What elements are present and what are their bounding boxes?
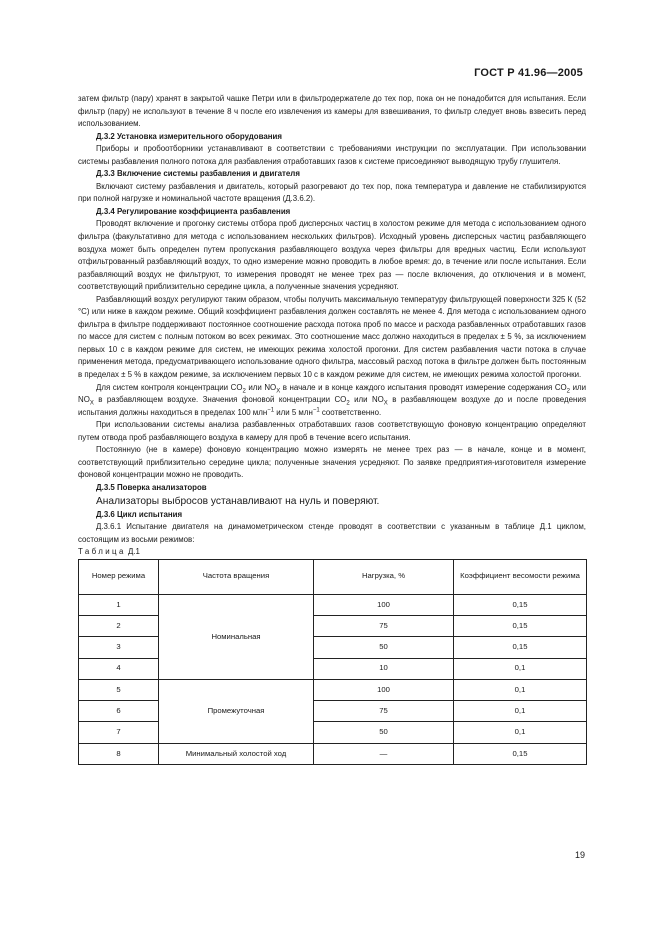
cell-weight: 0,15 [454, 594, 587, 615]
header-load: Нагрузка, % [314, 559, 454, 594]
test-cycle-table [78, 559, 587, 765]
table-header-row [79, 559, 587, 594]
section-heading-d336: Д.3.6 Цикл испытания [96, 509, 183, 519]
cell-speed-idle: Минимальный холостой ход [159, 743, 314, 764]
paragraph-d334-1: Проводят включение и прогонку системы отбора проб дисперсных частиц в холостом режиме для метода с использованием одного фильтра (факультативно для метода с использованием нескольких фильтров). Исходный уровень дисперсных частиц разбавляющего воздуха может быть определен путем пропускания разбавляющего воздуха через фильтры для вредных частиц. Если используют отфильтрованный разбавляющий воздух, то одно измерение можно проводить в любое время: до, в течение или после испытания. Если разбавляющий воздух не фильтруют, то измерения проводят не менее трех раз — после включения, до отключения и в момент, соответствующий приблизительно середине цикла, а полученные значения усредняют. [78, 219, 586, 292]
text-run: в начале и в конце каждого испытания проводят измерение содержания CO [280, 382, 567, 392]
section-heading-d335: Д.3.5 Поверка анализаторов [96, 482, 207, 492]
cell-load: 100 [314, 679, 454, 700]
header-rotation-speed: Частота вращения [159, 559, 314, 594]
paragraph-d3361: Д.3.6.1 Испытание двигателя на динамометрическом стенде проводят в соответствии с указанным в таблице Д.1 циклом, состоящим из восьми режимов: [78, 522, 586, 544]
table-row [79, 722, 587, 743]
table-row [79, 701, 587, 722]
cell-mode: 7 [79, 722, 159, 743]
section-heading-d333: Д.3.3 Включение системы разбавления и двигателя [96, 169, 300, 179]
paragraph-d334-5: Постоянную (не в камере) фоновую концентрацию можно измерять не менее трех раз — в начале, конце и в момент, соответствующий приблизительно середине цикла; полученные значения усредняют. По заявке предприятия-изготовителя измерение фоновой концентрации можно не проводить. [78, 445, 586, 480]
section-heading-d332: Д.3.2 Установка измерительного оборудования [96, 131, 282, 141]
subscript: 2 [566, 388, 571, 395]
cell-load: 100 [314, 594, 454, 615]
intro-paragraph: затем фильтр (пару) хранят в закрытой чашке Петри или в фильтродержателе до тех пор, пока он не понадобится для испытания. Если фильтр (пару) не используют в течение 8 ч после его извлечения из камеры для взвешивания, то фильтр следует вновь взвесить перед использованием. [78, 94, 586, 129]
text-run: в разбавляющем воздухе. Значения фоновой концентрации CO [93, 395, 347, 405]
document-body [78, 93, 586, 765]
table-row [79, 743, 587, 764]
paragraph-d332: Приборы и пробоотборники устанавливают в соответствии с требованиями инструкции по эксплуатации. При использовании системы разбавления полного потока для разбавления отработавших газов к системе присоединяют выводящую трубу глушителя. [78, 144, 586, 166]
superscript: −1 [267, 407, 275, 414]
cell-load: 50 [314, 722, 454, 743]
cell-weight: 0,15 [454, 743, 587, 764]
paragraph-d334-2: Разбавляющий воздух регулируют таким образом, чтобы получить максимальную температуру фильтрующей поверхности 325 К (52 °С) или ниже в каждом режиме. Общий коэффициент разбавления должен составлять не менее 4. Для метода с использованием одного фильтра в фильтре поддерживают постоянное соотношение расхода потока проб по массе и расхода разбавленных отработавших газов по массе для систем с полным потоком во всех режимах. Это соотношение масс должно находиться в пределах ± 5 %, за исключением первых 10 с в каждом режиме для систем, не имеющих режима холостой прогонки. Для систем разбавления части потока в случае применения метода, предусматривающего использование одного фильтра, массовый расход потока в фильтре должен быть постоянным в пределах ± 5 % в каждом режиме, за исключением первых 10 с в каждом режиме для систем, не имеющих режима холостой прогонки. [78, 294, 586, 380]
table-row [79, 637, 587, 658]
subscript: X [89, 400, 94, 407]
text-run: соответственно. [319, 407, 382, 417]
cell-mode: 6 [79, 701, 159, 722]
subscript: 2 [346, 400, 350, 407]
page-number: 19 [574, 850, 585, 860]
document-header: ГОСТ Р 41.96—2005 [474, 67, 583, 79]
cell-load: 75 [314, 615, 454, 636]
cell-speed-intermediate: Промежуточная [159, 679, 314, 743]
paragraph-d334-3 [78, 382, 586, 420]
cell-weight: 0,1 [454, 722, 587, 743]
table-row [79, 658, 587, 679]
cell-mode: 8 [79, 743, 159, 764]
table-caption [78, 546, 586, 559]
cell-weight: 0,15 [454, 637, 587, 658]
cell-mode: 3 [79, 637, 159, 658]
paragraph-d335: Анализаторы выбросов устанавливают на нуль и поверяют. [96, 495, 380, 507]
paragraph-d333: Включают систему разбавления и двигатель, который разогревают до тех пор, пока температура и давление не стабилизируются при полной нагрузке и номинальной частоте вращения (Д.3.6.2). [78, 181, 586, 204]
cell-weight: 0,1 [454, 658, 587, 679]
text-run: или NO [78, 382, 586, 405]
header-mode-number: Номер режима [79, 559, 159, 594]
cell-weight: 0,1 [454, 701, 587, 722]
table-row [79, 615, 587, 636]
table-row [79, 594, 587, 615]
cell-mode: 2 [79, 615, 159, 636]
subscript: 2 [242, 388, 246, 395]
text-run: Для систем контроля концентрации CO [96, 382, 243, 392]
cell-load: 10 [314, 658, 454, 679]
cell-speed-nominal: Номинальная [159, 594, 314, 679]
cell-mode: 1 [79, 594, 159, 615]
text-run: или NO [245, 382, 277, 392]
header-weighting-factor: Коэффициент весомости режима [454, 559, 587, 594]
table-row [79, 679, 587, 700]
table-caption-number: Д.1 [125, 547, 140, 557]
text-run: в разбавляющем воздухе до и после проведения испытания должны находиться в пределах 100 млн [78, 395, 587, 417]
cell-weight: 0,15 [454, 615, 587, 636]
cell-mode: 4 [79, 658, 159, 679]
cell-load: — [314, 743, 454, 764]
text-run: или NO [349, 395, 384, 405]
cell-mode: 5 [79, 679, 159, 700]
subscript: X [276, 388, 281, 395]
cell-load: 50 [314, 637, 454, 658]
subscript: X [383, 400, 388, 407]
cell-weight: 0,1 [454, 679, 587, 700]
superscript: −1 [312, 407, 320, 414]
section-heading-d334: Д.3.4 Регулирование коэффициента разбавления [96, 206, 291, 216]
table-caption-word: Таблица [78, 547, 126, 557]
paragraph-d334-4: При использовании системы анализа разбавленных отработавших газов соответствующую фоновую концентрацию определяют путем отвода проб разбавляющего воздуха в камеру для проб в течение всего испытания. [78, 420, 586, 442]
cell-load: 75 [314, 701, 454, 722]
text-run: или 5 млн [274, 407, 313, 417]
